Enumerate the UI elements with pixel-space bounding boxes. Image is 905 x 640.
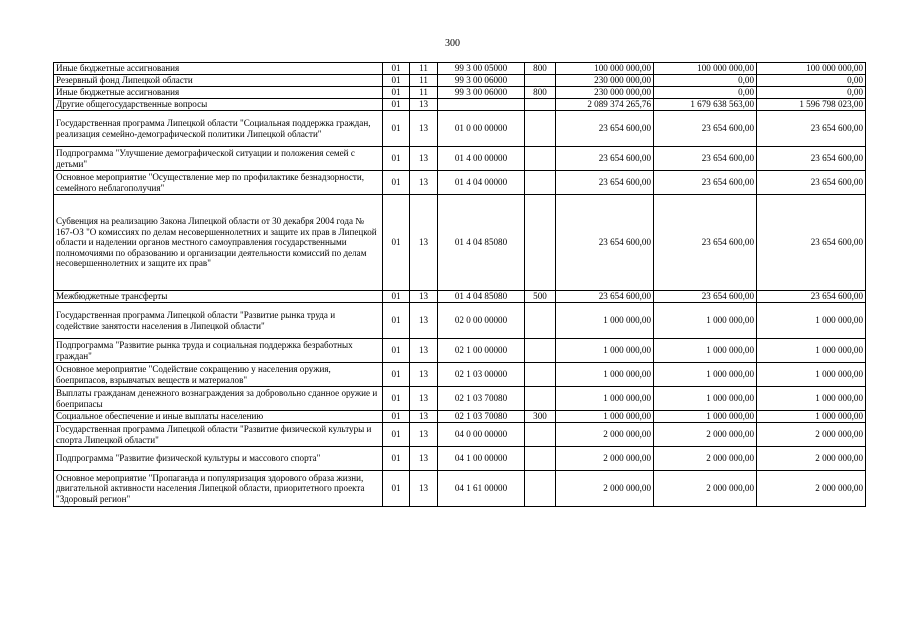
- subsection-code-cell: 13: [410, 363, 438, 387]
- section-code-cell: 01: [383, 411, 410, 423]
- amount-year3-cell: 23 654 600,00: [757, 111, 866, 147]
- expense-type-cell: [525, 363, 556, 387]
- section-code-cell: 01: [383, 99, 410, 111]
- section-code-cell: 01: [383, 303, 410, 339]
- row-name-cell: Другие общегосударственные вопросы: [54, 99, 383, 111]
- row-name-cell: Социальное обеспечение и иные выплаты населению: [54, 411, 383, 423]
- amount-year2-cell: 1 000 000,00: [654, 387, 757, 411]
- target-article-cell: 04 1 00 00000: [438, 447, 525, 471]
- section-code-cell: 01: [383, 87, 410, 99]
- section-code-cell: 01: [383, 423, 410, 447]
- amount-year2-cell: 23 654 600,00: [654, 111, 757, 147]
- target-article-cell: 01 4 04 85080: [438, 195, 525, 291]
- table-row: [54, 291, 866, 303]
- row-name-cell: Выплаты гражданам денежного вознаграждения за добровольно сданное оружие и боеприпасы: [54, 387, 383, 411]
- amount-year1-cell: 1 000 000,00: [556, 387, 654, 411]
- row-name-cell: Межбюджетные трансферты: [54, 291, 383, 303]
- table-row: [54, 387, 866, 411]
- amount-year3-cell: 2 000 000,00: [757, 423, 866, 447]
- amount-year1-cell: 23 654 600,00: [556, 171, 654, 195]
- amount-year2-cell: 1 679 638 563,00: [654, 99, 757, 111]
- amount-year3-cell: 1 000 000,00: [757, 363, 866, 387]
- amount-year3-cell: 2 000 000,00: [757, 447, 866, 471]
- amount-year3-cell: 1 000 000,00: [757, 387, 866, 411]
- amount-year3-cell: 23 654 600,00: [757, 171, 866, 195]
- amount-year3-cell: 23 654 600,00: [757, 147, 866, 171]
- table-row: [54, 363, 866, 387]
- budget-table: [53, 62, 866, 507]
- amount-year2-cell: 1 000 000,00: [654, 363, 757, 387]
- amount-year1-cell: 1 000 000,00: [556, 339, 654, 363]
- subsection-code-cell: 13: [410, 195, 438, 291]
- table-row: [54, 75, 866, 87]
- section-code-cell: 01: [383, 387, 410, 411]
- subsection-code-cell: 13: [410, 387, 438, 411]
- amount-year1-cell: 2 089 374 265,76: [556, 99, 654, 111]
- expense-type-cell: [525, 195, 556, 291]
- section-code-cell: 01: [383, 171, 410, 195]
- row-name-cell: Иные бюджетные ассигнования: [54, 87, 383, 99]
- expense-type-cell: [525, 171, 556, 195]
- expense-type-cell: 800: [525, 63, 556, 75]
- subsection-code-cell: 13: [410, 111, 438, 147]
- table-row: [54, 147, 866, 171]
- target-article-cell: 01 4 00 00000: [438, 147, 525, 171]
- section-code-cell: 01: [383, 147, 410, 171]
- row-name-cell: Субвенция на реализацию Закона Липецкой области от 30 декабря 2004 года № 167-ОЗ "О комиссиях по делам несовершеннолетних и защите их прав в Липецкой области и наделении органов местного самоуправления государственными полномочиями по образованию и организации деятельности комиссий по делам несовершеннолетних и защите их прав": [54, 195, 383, 291]
- row-name-cell: Государственная программа Липецкой области "Развитие физической культуры и спорта Липецкой области": [54, 423, 383, 447]
- row-name-cell: Подпрограмма "Улучшение демографической ситуации и положения семей с детьми": [54, 147, 383, 171]
- expense-type-cell: [525, 99, 556, 111]
- target-article-cell: 01 4 04 00000: [438, 171, 525, 195]
- subsection-code-cell: 13: [410, 147, 438, 171]
- amount-year1-cell: 2 000 000,00: [556, 447, 654, 471]
- amount-year3-cell: 1 596 798 023,00: [757, 99, 866, 111]
- amount-year1-cell: 23 654 600,00: [556, 147, 654, 171]
- section-code-cell: 01: [383, 75, 410, 87]
- table-row: [54, 111, 866, 147]
- table-row: [54, 447, 866, 471]
- amount-year1-cell: 1 000 000,00: [556, 411, 654, 423]
- target-article-cell: [438, 99, 525, 111]
- amount-year1-cell: 100 000 000,00: [556, 63, 654, 75]
- subsection-code-cell: 13: [410, 171, 438, 195]
- table-row: [54, 423, 866, 447]
- amount-year1-cell: 1 000 000,00: [556, 363, 654, 387]
- expense-type-cell: [525, 423, 556, 447]
- expense-type-cell: [525, 387, 556, 411]
- row-name-cell: Основное мероприятие "Пропаганда и популяризация здорового образа жизни, двигательной активности населения Липецкой области, приоритетного проекта "Здоровый регион": [54, 471, 383, 507]
- target-article-cell: 02 1 03 70080: [438, 411, 525, 423]
- table-row: [54, 171, 866, 195]
- amount-year2-cell: 100 000 000,00: [654, 63, 757, 75]
- amount-year2-cell: 1 000 000,00: [654, 411, 757, 423]
- expense-type-cell: [525, 147, 556, 171]
- subsection-code-cell: 11: [410, 63, 438, 75]
- target-article-cell: 04 0 00 00000: [438, 423, 525, 447]
- section-code-cell: 01: [383, 471, 410, 507]
- section-code-cell: 01: [383, 363, 410, 387]
- target-article-cell: 01 4 04 85080: [438, 291, 525, 303]
- amount-year2-cell: 0,00: [654, 87, 757, 99]
- amount-year2-cell: 1 000 000,00: [654, 303, 757, 339]
- target-article-cell: 02 1 00 00000: [438, 339, 525, 363]
- row-name-cell: Основное мероприятие "Осуществление мер по профилактике безнадзорности, семейного неблагополучия": [54, 171, 383, 195]
- subsection-code-cell: 13: [410, 447, 438, 471]
- subsection-code-cell: 11: [410, 87, 438, 99]
- amount-year1-cell: 2 000 000,00: [556, 423, 654, 447]
- section-code-cell: 01: [383, 291, 410, 303]
- table-row: [54, 99, 866, 111]
- subsection-code-cell: 11: [410, 75, 438, 87]
- subsection-code-cell: 13: [410, 291, 438, 303]
- amount-year1-cell: 23 654 600,00: [556, 111, 654, 147]
- target-article-cell: 99 3 00 05000: [438, 63, 525, 75]
- amount-year3-cell: 1 000 000,00: [757, 303, 866, 339]
- amount-year1-cell: 23 654 600,00: [556, 195, 654, 291]
- row-name-cell: Резервный фонд Липецкой области: [54, 75, 383, 87]
- amount-year2-cell: 1 000 000,00: [654, 339, 757, 363]
- expense-type-cell: [525, 111, 556, 147]
- amount-year2-cell: 23 654 600,00: [654, 195, 757, 291]
- amount-year2-cell: 2 000 000,00: [654, 423, 757, 447]
- amount-year2-cell: 23 654 600,00: [654, 147, 757, 171]
- subsection-code-cell: 13: [410, 471, 438, 507]
- target-article-cell: 02 1 03 00000: [438, 363, 525, 387]
- row-name-cell: Основное мероприятие "Содействие сокращению у населения оружия, боеприпасов, взрывчатых веществ и материалов": [54, 363, 383, 387]
- table-row: [54, 63, 866, 75]
- section-code-cell: 01: [383, 63, 410, 75]
- amount-year3-cell: 1 000 000,00: [757, 339, 866, 363]
- amount-year3-cell: 1 000 000,00: [757, 411, 866, 423]
- amount-year1-cell: 2 000 000,00: [556, 471, 654, 507]
- table-row: [54, 471, 866, 507]
- section-code-cell: 01: [383, 195, 410, 291]
- table-row: [54, 87, 866, 99]
- amount-year2-cell: 23 654 600,00: [654, 171, 757, 195]
- row-name-cell: Подпрограмма "Развитие рынка труда и социальная поддержка безработных граждан": [54, 339, 383, 363]
- expense-type-cell: [525, 75, 556, 87]
- subsection-code-cell: 13: [410, 423, 438, 447]
- section-code-cell: 01: [383, 447, 410, 471]
- target-article-cell: 02 1 03 70080: [438, 387, 525, 411]
- section-code-cell: 01: [383, 339, 410, 363]
- target-article-cell: 99 3 00 06000: [438, 75, 525, 87]
- amount-year1-cell: 230 000 000,00: [556, 87, 654, 99]
- expense-type-cell: 500: [525, 291, 556, 303]
- target-article-cell: 99 3 00 06000: [438, 87, 525, 99]
- row-name-cell: Государственная программа Липецкой области "Развитие рынка труда и содействие занятости населения в Липецкой области": [54, 303, 383, 339]
- target-article-cell: 02 0 00 00000: [438, 303, 525, 339]
- amount-year2-cell: 2 000 000,00: [654, 447, 757, 471]
- expense-type-cell: [525, 471, 556, 507]
- subsection-code-cell: 13: [410, 99, 438, 111]
- amount-year3-cell: 2 000 000,00: [757, 471, 866, 507]
- expense-type-cell: [525, 447, 556, 471]
- section-code-cell: 01: [383, 111, 410, 147]
- row-name-cell: Подпрограмма "Развитие физической культуры и массового спорта": [54, 447, 383, 471]
- amount-year2-cell: 23 654 600,00: [654, 291, 757, 303]
- expense-type-cell: [525, 339, 556, 363]
- table-row: [54, 303, 866, 339]
- page-number: 300: [445, 38, 460, 49]
- row-name-cell: Государственная программа Липецкой области "Социальная поддержка граждан, реализация семейно-демографической политики Липецкой области": [54, 111, 383, 147]
- amount-year1-cell: 23 654 600,00: [556, 291, 654, 303]
- row-name-cell: Иные бюджетные ассигнования: [54, 63, 383, 75]
- amount-year1-cell: 1 000 000,00: [556, 303, 654, 339]
- table-row: [54, 195, 866, 291]
- amount-year2-cell: 2 000 000,00: [654, 471, 757, 507]
- amount-year3-cell: 0,00: [757, 87, 866, 99]
- expense-type-cell: 300: [525, 411, 556, 423]
- amount-year3-cell: 0,00: [757, 75, 866, 87]
- expense-type-cell: 800: [525, 87, 556, 99]
- table-row: [54, 339, 866, 363]
- subsection-code-cell: 13: [410, 303, 438, 339]
- target-article-cell: 01 0 00 00000: [438, 111, 525, 147]
- amount-year3-cell: 23 654 600,00: [757, 291, 866, 303]
- amount-year3-cell: 23 654 600,00: [757, 195, 866, 291]
- subsection-code-cell: 13: [410, 339, 438, 363]
- amount-year2-cell: 0,00: [654, 75, 757, 87]
- table-row: [54, 411, 866, 423]
- amount-year1-cell: 230 000 000,00: [556, 75, 654, 87]
- amount-year3-cell: 100 000 000,00: [757, 63, 866, 75]
- target-article-cell: 04 1 61 00000: [438, 471, 525, 507]
- subsection-code-cell: 13: [410, 411, 438, 423]
- expense-type-cell: [525, 303, 556, 339]
